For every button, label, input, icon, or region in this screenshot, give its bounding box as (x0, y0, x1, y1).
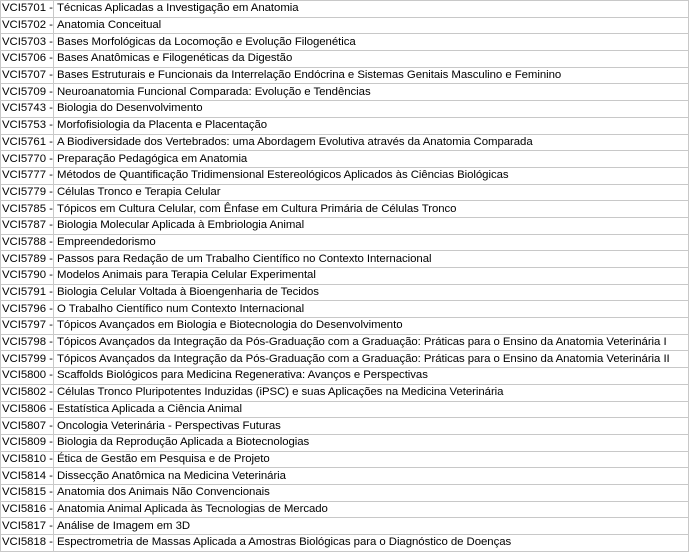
course-title-cell: Empreendedorismo (54, 234, 689, 251)
course-code-cell: VCI5777 - (1, 167, 54, 184)
table-row (1, 184, 689, 201)
course-code-cell: VCI5789 - (1, 251, 54, 268)
table-row (1, 67, 689, 84)
table-row (1, 84, 689, 101)
course-title-cell: Ética de Gestão em Pesquisa e de Projeto (54, 451, 689, 468)
course-title-cell: Anatomia dos Animais Não Convencionais (54, 484, 689, 501)
course-title-cell: Biologia do Desenvolvimento (54, 101, 689, 118)
course-code-cell: VCI5743 - (1, 101, 54, 118)
table-row (1, 451, 689, 468)
course-title-cell: Modelos Animais para Terapia Celular Experimental (54, 268, 689, 285)
course-code-cell: VCI5799 - (1, 351, 54, 368)
course-code-cell: VCI5796 - (1, 301, 54, 318)
course-title-cell: Anatomia Conceitual (54, 17, 689, 34)
course-title-cell: Técnicas Aplicadas a Investigação em Anatomia (54, 1, 689, 18)
course-code-cell: VCI5788 - (1, 234, 54, 251)
table-row (1, 268, 689, 285)
course-code-cell: VCI5790 - (1, 268, 54, 285)
course-code-cell: VCI5809 - (1, 434, 54, 451)
course-title-cell: Estatística Aplicada a Ciência Animal (54, 401, 689, 418)
table-row (1, 17, 689, 34)
course-code-cell: VCI5816 - (1, 501, 54, 518)
table-row (1, 101, 689, 118)
table-row (1, 284, 689, 301)
course-title-cell: Células Tronco e Terapia Celular (54, 184, 689, 201)
table-row (1, 468, 689, 485)
course-title-cell: Tópicos Avançados da Integração da Pós-Graduação com a Graduação: Práticas para o Ensino da Anatomia Veterinária II (54, 351, 689, 368)
course-table-body (1, 1, 689, 552)
table-row (1, 535, 689, 552)
course-code-cell: VCI5814 - (1, 468, 54, 485)
course-title-cell: Tópicos em Cultura Celular, com Ênfase em Cultura Primária de Células Tronco (54, 201, 689, 218)
course-title-cell: Tópicos Avançados em Biologia e Biotecnologia do Desenvolvimento (54, 318, 689, 335)
course-title-cell: Análise de Imagem em 3D (54, 518, 689, 535)
course-title-cell: Métodos de Quantificação Tridimensional Estereológicos Aplicados às Ciências Biológicas (54, 167, 689, 184)
table-row (1, 134, 689, 151)
course-title-cell: Passos para Redação de um Trabalho Científico no Contexto Internacional (54, 251, 689, 268)
table-row (1, 217, 689, 234)
table-row (1, 401, 689, 418)
table-row (1, 368, 689, 385)
course-title-cell: Biologia Celular Voltada à Bioengenharia de Tecidos (54, 284, 689, 301)
course-title-cell: Neuroanatomia Funcional Comparada: Evolução e Tendências (54, 84, 689, 101)
course-title-cell: Morfofisiologia da Placenta e Placentação (54, 117, 689, 134)
course-title-cell: Anatomia Animal Aplicada às Tecnologias de Mercado (54, 501, 689, 518)
course-title-cell: Bases Estruturais e Funcionais da Interrelação Endócrina e Sistemas Genitais Masculino e Feminino (54, 67, 689, 84)
course-title-cell: Oncologia Veterinária - Perspectivas Futuras (54, 418, 689, 435)
table-row (1, 167, 689, 184)
course-code-cell: VCI5806 - (1, 401, 54, 418)
course-code-cell: VCI5818 - (1, 535, 54, 552)
course-code-cell: VCI5785 - (1, 201, 54, 218)
table-row (1, 301, 689, 318)
course-code-cell: VCI5770 - (1, 151, 54, 168)
course-title-cell: Bases Anatômicas e Filogenéticas da Digestão (54, 51, 689, 68)
course-code-cell: VCI5701 - (1, 1, 54, 18)
course-code-cell: VCI5709 - (1, 84, 54, 101)
table-row (1, 318, 689, 335)
course-code-cell: VCI5703 - (1, 34, 54, 51)
course-title-cell: Tópicos Avançados da Integração da Pós-Graduação com a Graduação: Práticas para o Ensino da Anatomia Veterinária I (54, 334, 689, 351)
course-code-cell: VCI5779 - (1, 184, 54, 201)
table-row (1, 501, 689, 518)
course-code-cell: VCI5787 - (1, 217, 54, 234)
table-row (1, 334, 689, 351)
course-code-cell: VCI5797 - (1, 318, 54, 335)
course-code-cell: VCI5761 - (1, 134, 54, 151)
course-code-cell: VCI5798 - (1, 334, 54, 351)
course-code-cell: VCI5707 - (1, 67, 54, 84)
course-code-cell: VCI5817 - (1, 518, 54, 535)
course-code-cell: VCI5706 - (1, 51, 54, 68)
course-title-cell: Bases Morfológicas da Locomoção e Evolução Filogenética (54, 34, 689, 51)
table-row (1, 418, 689, 435)
course-title-cell: Espectrometria de Massas Aplicada a Amostras Biológicas para o Diagnóstico de Doenças (54, 535, 689, 552)
table-row (1, 201, 689, 218)
course-code-cell: VCI5702 - (1, 17, 54, 34)
table-row (1, 484, 689, 501)
course-code-cell: VCI5753 - (1, 117, 54, 134)
course-title-cell: Células Tronco Pluripotentes Induzidas (iPSC) e suas Aplicações na Medicina Veterinária (54, 384, 689, 401)
table-row (1, 518, 689, 535)
table-row (1, 384, 689, 401)
course-code-cell: VCI5807 - (1, 418, 54, 435)
course-title-cell: Biologia Molecular Aplicada à Embriologia Animal (54, 217, 689, 234)
table-row (1, 234, 689, 251)
table-row (1, 117, 689, 134)
table-row (1, 1, 689, 18)
course-title-cell: Scaffolds Biológicos para Medicina Regenerativa: Avanços e Perspectivas (54, 368, 689, 385)
course-code-cell: VCI5815 - (1, 484, 54, 501)
table-row (1, 34, 689, 51)
course-title-cell: O Trabalho Científico num Contexto Internacional (54, 301, 689, 318)
table-row (1, 251, 689, 268)
course-title-cell: Biologia da Reprodução Aplicada a Biotecnologias (54, 434, 689, 451)
course-code-cell: VCI5802 - (1, 384, 54, 401)
course-code-cell: VCI5800 - (1, 368, 54, 385)
course-code-cell: VCI5791 - (1, 284, 54, 301)
course-code-cell: VCI5810 - (1, 451, 54, 468)
table-row (1, 151, 689, 168)
course-title-cell: Dissecção Anatômica na Medicina Veterinária (54, 468, 689, 485)
table-row (1, 51, 689, 68)
table-row (1, 351, 689, 368)
table-row (1, 434, 689, 451)
course-title-cell: A Biodiversidade dos Vertebrados: uma Abordagem Evolutiva através da Anatomia Comparada (54, 134, 689, 151)
course-title-cell: Preparação Pedagógica em Anatomia (54, 151, 689, 168)
